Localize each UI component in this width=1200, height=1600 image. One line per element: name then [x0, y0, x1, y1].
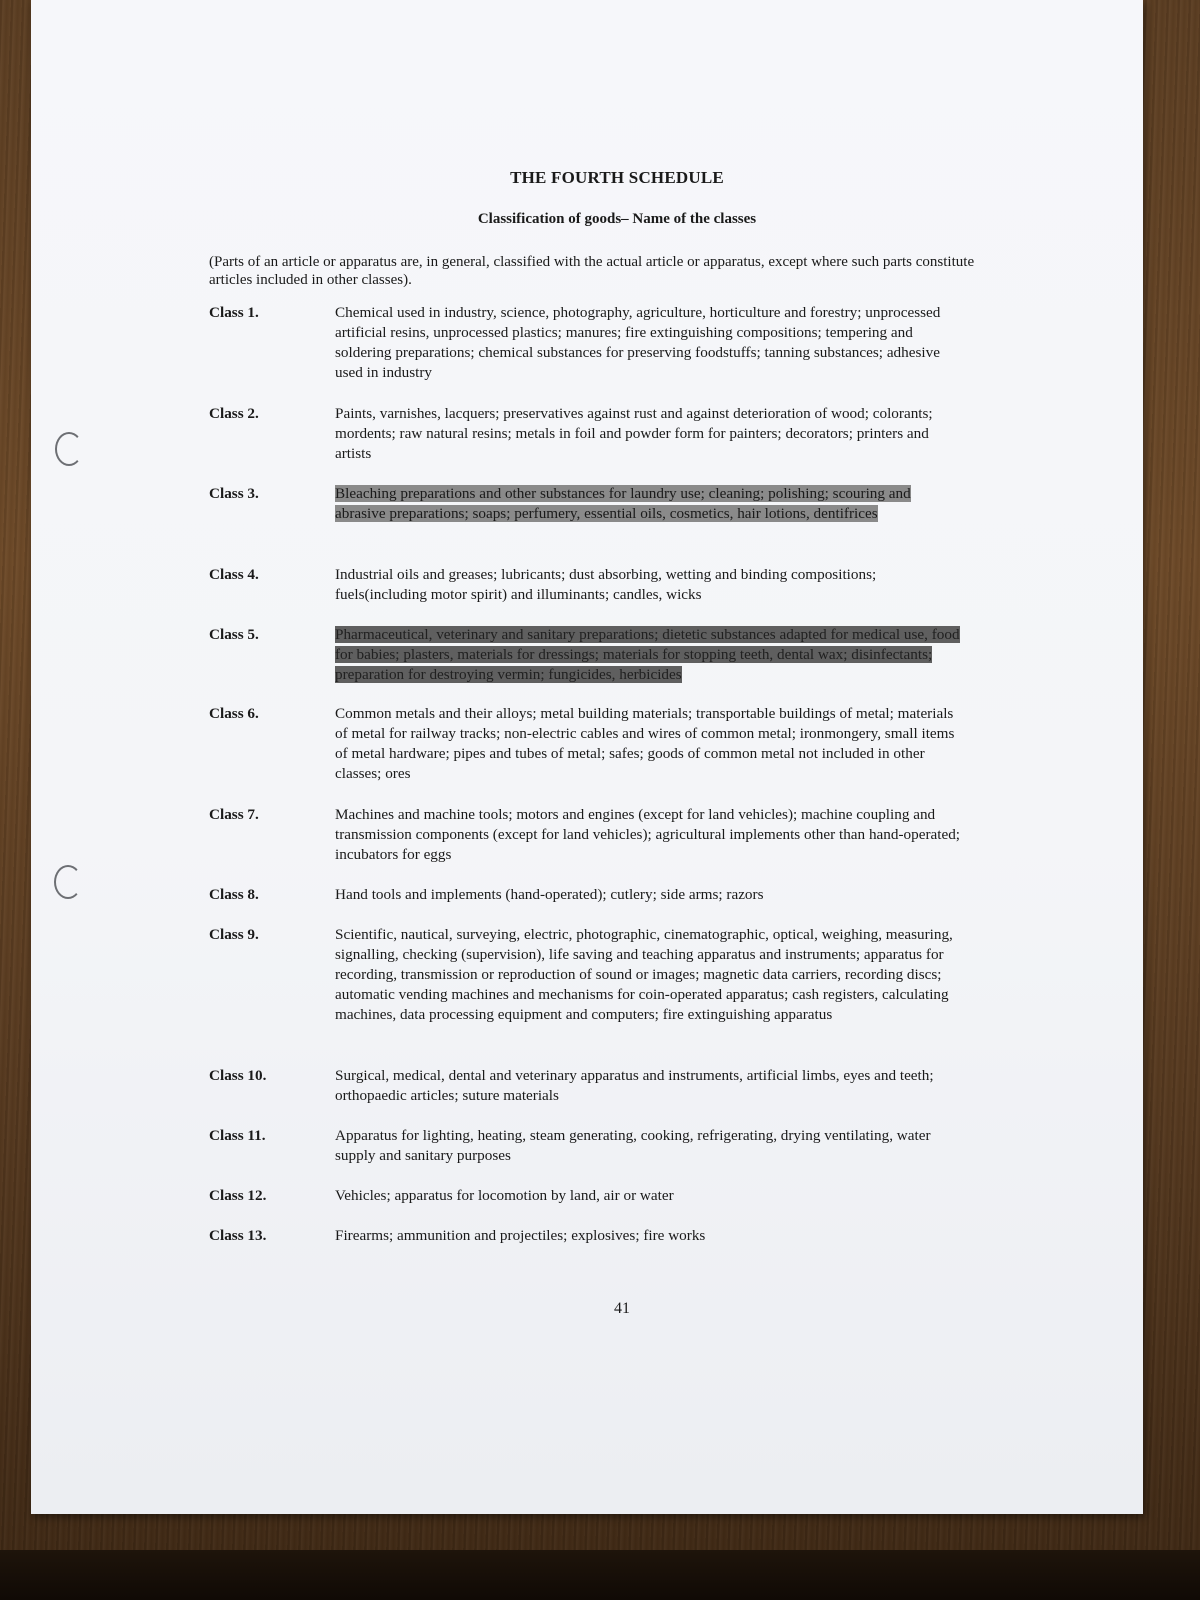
class-label: Class 9.: [209, 926, 259, 943]
class-description: Paints, varnishes, lacquers; preservatives against rust and against deterioration of wood; colorants; mordents; raw natural resins; metals in foil and powder form for painters; decorators; printers and artists: [335, 405, 933, 462]
class-description: Industrial oils and greases; lubricants; dust absorbing, wetting and binding compositions; fuels(including motor spirit) and illuminants; candles, wicks: [335, 566, 877, 603]
class-label: Class 13.: [209, 1227, 267, 1244]
class-description: Chemical used in industry, science, photography, agriculture, horticulture and forestry; unprocessed artificial resins, unprocessed plastics; manures; fire extinguishing compositions; tempering and soldering preparations; chemical substances for preserving foodstuffs; tanning substances; adhesive used in industry: [335, 304, 941, 381]
intro-note: (Parts of an article or apparatus are, in general, classified with the actual article or apparatus, except where such parts constitute articles included in other classes).: [209, 254, 975, 288]
class-label: Class 11.: [209, 1127, 266, 1144]
class-description: Apparatus for lighting, heating, steam generating, cooking, refrigerating, drying ventilating, water supply and sanitary purposes: [335, 1127, 931, 1164]
class-label: Class 4.: [209, 566, 259, 583]
punch-hole-icon: [55, 432, 83, 466]
document-title: THE FOURTH SCHEDULE: [510, 168, 724, 187]
class-label: Class 5.: [209, 626, 259, 643]
class-label: Class 6.: [209, 705, 259, 722]
class-description-highlighted: Pharmaceutical, veterinary and sanitary preparations; dietetic substances adapted for medical use, food for babies; plasters, materials for dressings; materials for stopping teeth, dental wax; disinfectants; preparation for destroying vermin; fungicides, herbicides: [335, 626, 960, 683]
class-description: Scientific, nautical, surveying, electric, photographic, cinematographic, optical, weighing, measuring, signalling, checking (supervision), life saving and teaching apparatus and instruments; apparatus for recording, transmission or reproduction of sound or images; magnetic data carriers, recording discs; automatic vending machines and mechanisms for coin-operated apparatus; cash registers, calculating machines, data processing equipment and computers; fire extinguishing apparatus: [335, 926, 953, 1023]
punch-hole-icon: [54, 865, 82, 899]
class-description: Firearms; ammunition and projectiles; explosives; fire works: [335, 1227, 706, 1244]
page-number: 41: [614, 1300, 630, 1317]
class-label: Class 1.: [209, 304, 259, 321]
class-description: Surgical, medical, dental and veterinary apparatus and instruments, artificial limbs, eyes and teeth; orthopaedic articles; suture materials: [335, 1067, 934, 1104]
class-label: Class 2.: [209, 405, 259, 422]
document-subtitle: Classification of goods– Name of the classes: [477, 211, 757, 227]
class-label: Class 12.: [209, 1187, 267, 1204]
class-label: Class 10.: [209, 1067, 267, 1084]
table-edge: [0, 1550, 1200, 1600]
class-description: Common metals and their alloys; metal building materials; transportable buildings of metal; materials of metal for railway tracks; non-electric cables and wires of common metal; ironmongery, small items of metal hardware; pipes and tubes of metal; safes; goods of common metal not included in other classes; ores: [335, 705, 955, 782]
class-label: Class 7.: [209, 806, 259, 823]
class-label: Class 3.: [209, 485, 259, 502]
class-description: Machines and machine tools; motors and engines (except for land vehicles); machine coupling and transmission components (except for land vehicles); agricultural implements other than hand-operated; incubators for eggs: [335, 806, 961, 863]
class-description: Hand tools and implements (hand-operated); cutlery; side arms; razors: [335, 886, 764, 903]
class-description-highlighted: Bleaching preparations and other substances for laundry use; cleaning; polishing; scouring and abrasive preparations; soaps; perfumery, essential oils, cosmetics, hair lotions, dentifrices: [335, 485, 911, 522]
document-page: [31, 0, 1143, 1514]
class-label: Class 8.: [209, 886, 259, 903]
class-description: Vehicles; apparatus for locomotion by land, air or water: [335, 1187, 674, 1204]
